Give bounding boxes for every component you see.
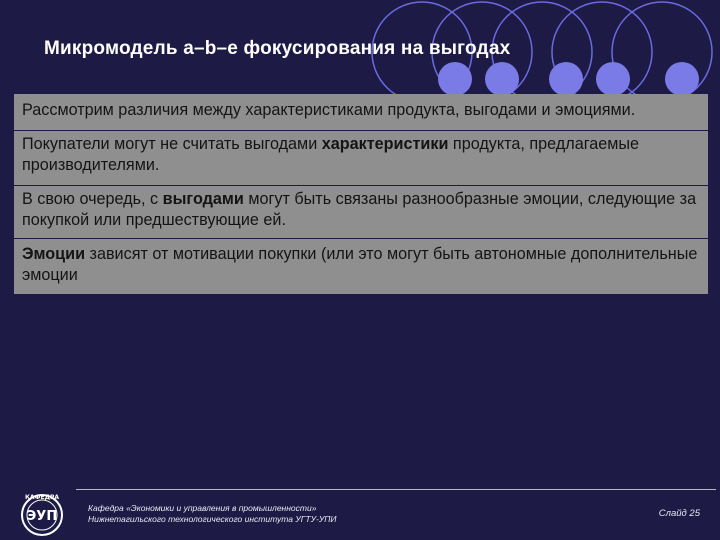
footer-line-1: Кафедра «Экономики и управления в промышленности» <box>88 503 317 513</box>
slide-title: Микромодель a–b–e фокусирования на выгодах <box>44 38 511 59</box>
paragraph-2-emphasis: характеристики <box>321 135 449 153</box>
deco-dot-2 <box>485 62 519 96</box>
paragraph-4 <box>14 239 708 294</box>
deco-dot-5 <box>665 62 699 96</box>
paragraph-2-text-end: продукта, предлагаемые производителями. <box>22 135 640 174</box>
footer-caption <box>88 503 337 525</box>
paragraph-4-emphasis: Эмоции <box>22 245 86 263</box>
paragraph-1 <box>14 94 708 130</box>
logo-text: ЭУП <box>26 509 58 524</box>
department-logo <box>10 490 74 536</box>
paragraph-1-text: Рассмотрим различия между характеристиками продукта, выгодами и эмоциями. <box>22 101 636 119</box>
footer-line-2: Нижнетагильского технологического института УГТУ-УПИ <box>88 514 337 524</box>
slide-number: Слайд 25 <box>658 508 700 519</box>
deco-dot-1 <box>438 62 472 96</box>
slide-body <box>14 94 708 294</box>
paragraph-3-emphasis: выгодами <box>162 190 244 208</box>
paragraph-3 <box>14 186 708 238</box>
logo-arc-text: КАФЕДРА <box>25 494 59 501</box>
paragraph-3-text-end: могут быть связаны разнообразные эмоции, следующие за покупкой или предшествующие ей. <box>22 190 697 229</box>
paragraph-3-text-start: В свою очередь, с <box>22 190 163 208</box>
deco-dot-4 <box>596 62 630 96</box>
footer-divider <box>76 489 716 490</box>
deco-dot-3 <box>549 62 583 96</box>
paragraph-2 <box>14 131 708 185</box>
paragraph-4-text-end: зависят от мотивации покупки (или это могут быть автономные дополнительные эмоции <box>22 245 698 284</box>
paragraph-2-text-start: Покупатели могут не считать выгодами <box>22 135 322 153</box>
